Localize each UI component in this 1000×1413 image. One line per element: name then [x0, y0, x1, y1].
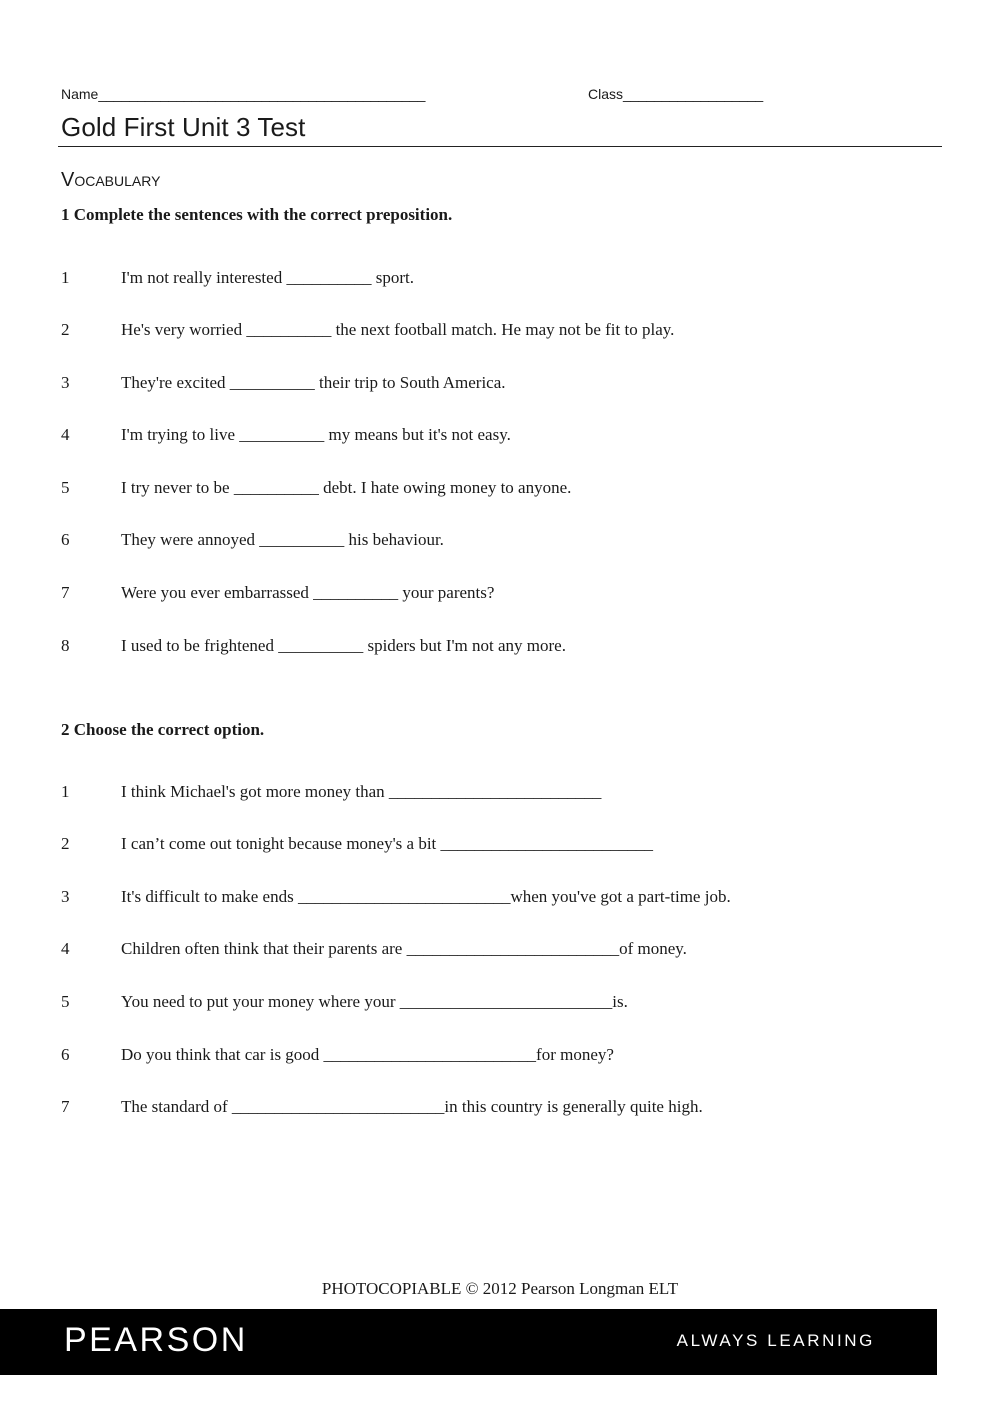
item-number: 2: [61, 834, 70, 853]
item-text: You need to put your money where your _________________________is.: [121, 992, 628, 1011]
item-text: Children often think that their parents are _________________________of money.: [121, 939, 687, 958]
item-text: Were you ever embarrassed __________ your parents?: [121, 583, 495, 602]
exercise2-item: [61, 992, 941, 1012]
item-number: 4: [61, 425, 70, 444]
item-text: I used to be frightened __________ spiders but I'm not any more.: [121, 636, 566, 655]
exercise1-item: [61, 583, 941, 603]
page-title: Gold First Unit 3 Test: [61, 112, 306, 142]
item-text: Do you think that car is good _________________________for money?: [121, 1045, 614, 1064]
item-number: 8: [61, 636, 70, 655]
exercise1-item: [61, 478, 941, 498]
item-text: I think Michael's got more money than _________________________: [121, 782, 602, 801]
exercise1-item: [61, 425, 941, 445]
item-number: 1: [61, 782, 70, 801]
item-text: They were annoyed __________ his behaviour.: [121, 530, 444, 549]
item-number: 7: [61, 1097, 70, 1116]
exercise1-item: [61, 320, 941, 340]
pearson-logo: PEARSON: [64, 1321, 248, 1359]
item-number: 6: [61, 530, 70, 549]
exercise2-item: [61, 887, 941, 907]
item-number: 1: [61, 268, 70, 287]
exercise1-item: [61, 530, 941, 550]
item-number: 7: [61, 583, 70, 602]
brand-tagline: ALWAYS LEARNING: [676, 1331, 875, 1350]
item-text: The standard of _________________________in this country is generally quite high.: [121, 1097, 703, 1116]
exercise2-item: [61, 1097, 941, 1117]
item-number: 4: [61, 939, 70, 958]
exercise1-instruction: 1 Complete the sentences with the correct preposition.: [61, 205, 453, 224]
item-number: 2: [61, 320, 70, 339]
item-text: I'm trying to live __________ my means but it's not easy.: [121, 425, 511, 444]
item-text: I'm not really interested __________ sport.: [121, 268, 414, 287]
item-text: I can’t come out tonight because money's a bit _________________________: [121, 834, 654, 853]
exercise2-item: [61, 782, 941, 802]
item-number: 5: [61, 992, 70, 1011]
brand-footer-bar: [0, 1309, 937, 1375]
item-number: 5: [61, 478, 70, 497]
exercise1-item: [61, 373, 941, 393]
item-text: I try never to be __________ debt. I hate owing money to anyone.: [121, 478, 572, 497]
class-field: Class__________________: [588, 86, 764, 102]
item-text: He's very worried __________ the next football match. He may not be fit to play.: [121, 320, 675, 339]
exercise2-item: [61, 1045, 941, 1065]
name-field: Name__________________________________________: [61, 86, 426, 102]
exercise1-item: [61, 268, 941, 288]
copyright-notice: PHOTOCOPIABLE © 2012 Pearson Longman ELT: [321, 1279, 679, 1298]
section-heading-vocabulary: Vocabulary: [61, 169, 161, 191]
item-number: 6: [61, 1045, 70, 1064]
item-text: It's difficult to make ends _________________________when you've got a part-time job.: [121, 887, 731, 906]
item-text: They're excited __________ their trip to South America.: [121, 373, 506, 392]
exercise1-item: [61, 636, 941, 656]
item-number: 3: [61, 887, 70, 906]
title-divider: [58, 146, 942, 147]
exercise2-item: [61, 939, 941, 959]
item-number: 3: [61, 373, 70, 392]
exercise2-item: [61, 834, 941, 854]
exercise2-instruction: 2 Choose the correct option.: [61, 720, 265, 739]
